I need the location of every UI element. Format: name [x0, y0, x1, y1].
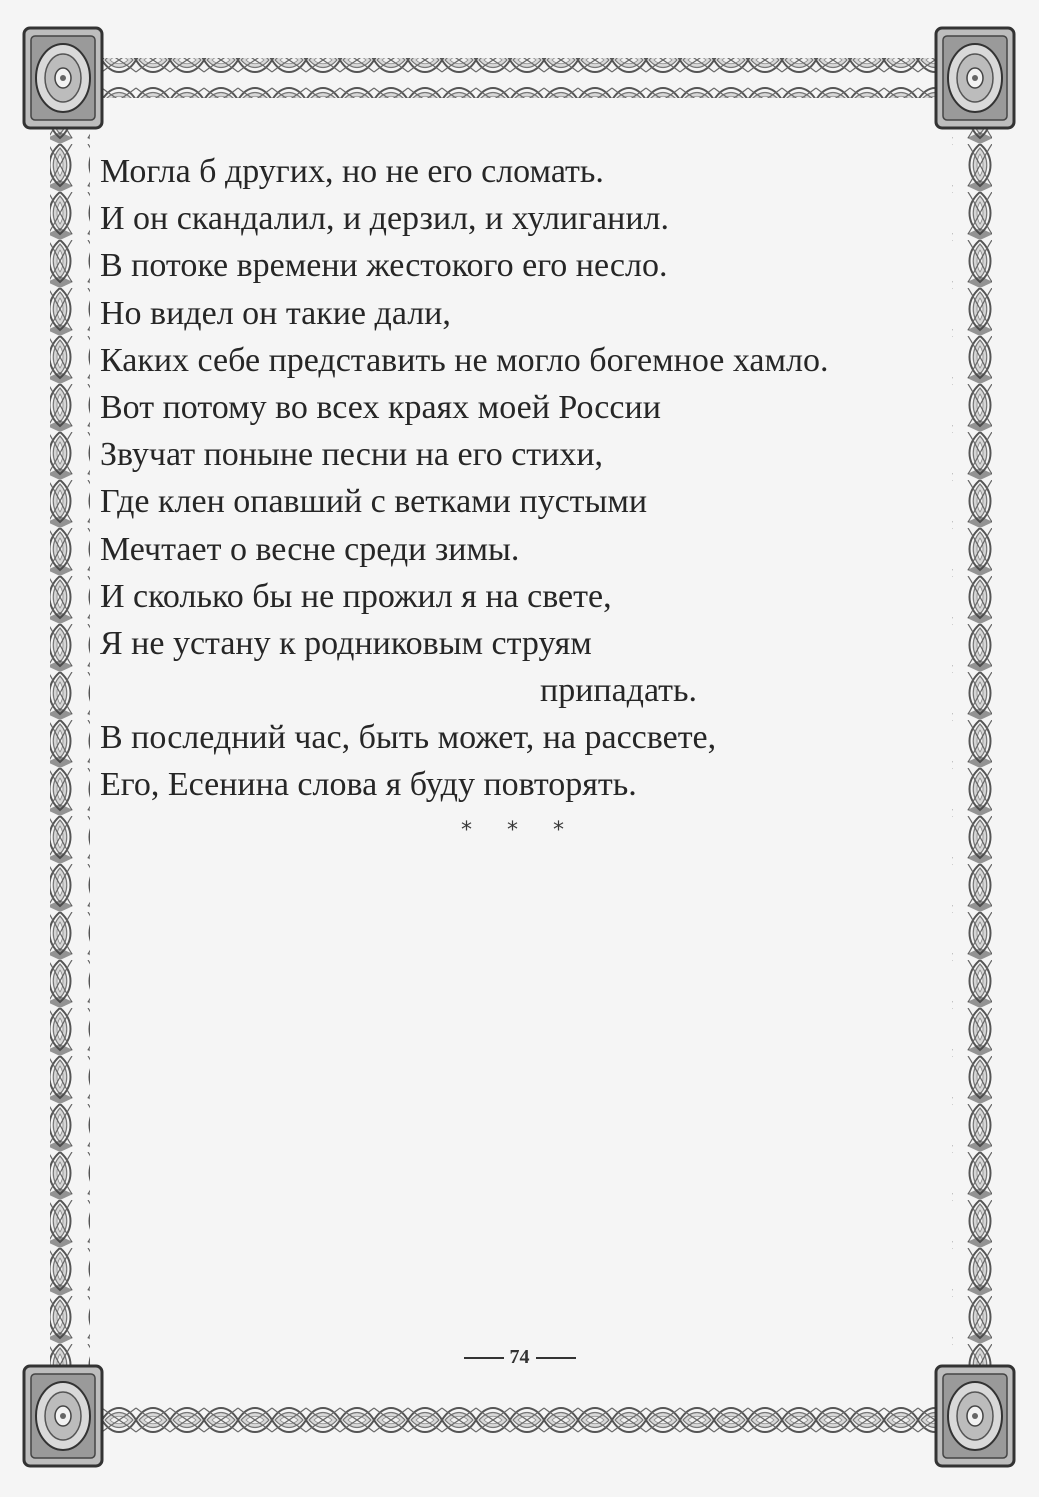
corner-ornament-top-right — [936, 28, 1014, 128]
corner-ornament-bottom-left — [24, 1366, 102, 1466]
poem-line: В последний час, быть может, на рассвете, — [100, 719, 717, 757]
section-separator: * * * — [461, 818, 578, 843]
corner-ornament-bottom-right — [936, 1366, 1014, 1466]
poem-line: И сколько бы не прожил я на свете, — [100, 577, 612, 615]
poem-line: Его, Есенина слова я буду повторять. — [100, 766, 637, 804]
poem-line: Где клен опавший с ветками пустыми — [100, 483, 648, 521]
poem-line: Я не устану к родниковым струям — [100, 624, 592, 662]
page-number: 74 — [509, 1346, 530, 1368]
poem-line: Но видел он такие дали, — [100, 294, 451, 332]
poem-line: Каких себе представить не могло богемное хамло. — [100, 341, 829, 379]
poem-line: Звучат поныне песни на его стихи, — [100, 436, 604, 474]
page-number-dash-right — [536, 1357, 576, 1359]
poem-text — [100, 148, 980, 809]
poem-line: Вот потому во всех краях моей России — [100, 388, 661, 426]
page-number-block — [0, 1346, 1039, 1369]
page-number-dash-left — [464, 1357, 504, 1359]
top-border-braid — [100, 58, 940, 98]
poem-line-continuation: припадать. — [540, 672, 698, 710]
poem-line: В потоке времени жестокого его несло. — [100, 247, 668, 285]
poem-line: Могла б других, но не его сломать. — [100, 153, 604, 190]
corner-ornament-top-left — [24, 28, 102, 128]
poem-line: Мечтает о весне среди зимы. — [100, 530, 520, 568]
bottom-border-braid — [100, 1396, 940, 1436]
poem-line: И он скандалил, и дерзил, и хулиганил. — [100, 200, 670, 238]
left-border-braid — [50, 128, 90, 1368]
